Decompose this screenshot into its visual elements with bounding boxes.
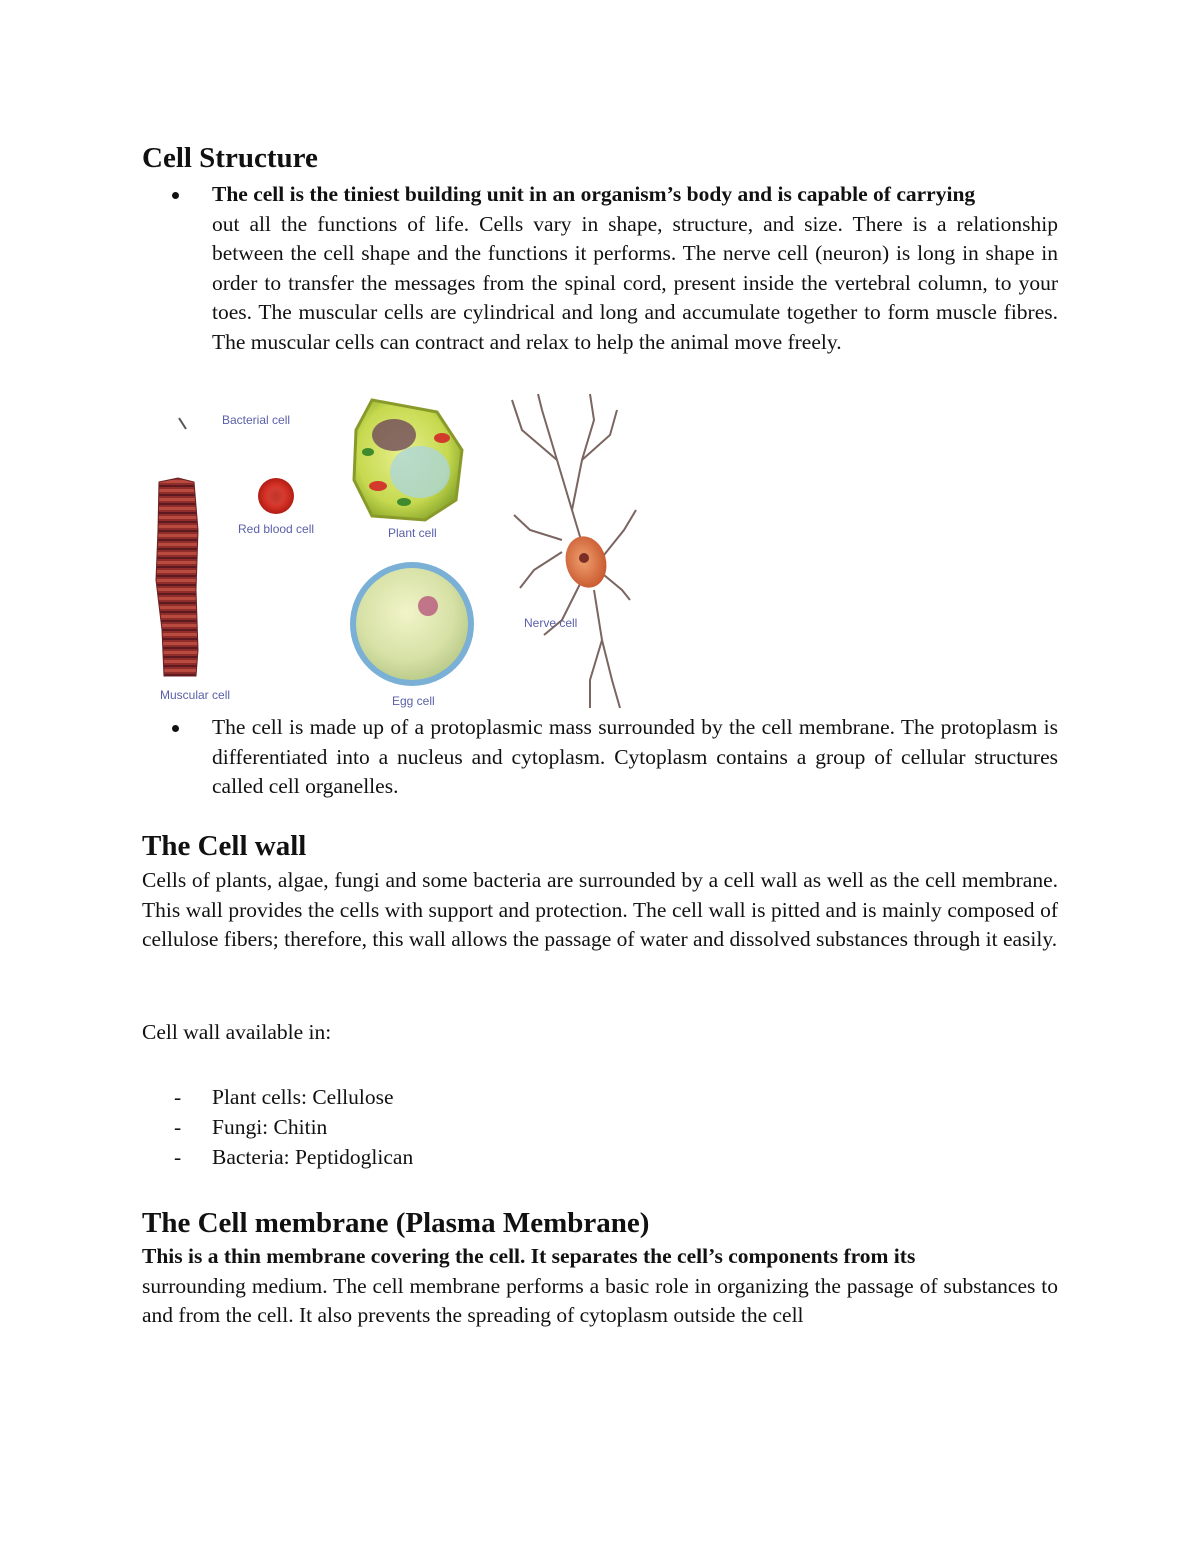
heading-cell-wall: The Cell wall (142, 830, 307, 862)
bullet-list-2 (142, 713, 1058, 802)
list-item: - Plant cells: Cellulose (174, 1085, 394, 1109)
bullet1-text: out all the functions of life. Cells vary in shape, structure, and size. There is a relationship between the cell shape and the functions it performs. The nerve cell (neuron) is long in shape in order to transfer the messages from the spinal cord, present inside the vertebral column, to your toes. The muscular cells are cylindrical and long and accumulate together to form muscle fibres. The muscular cells can contract and relax to help the animal move freely. (212, 211, 1058, 354)
bullet-icon (172, 192, 179, 199)
cell-types-figure (142, 390, 662, 712)
bullet2-text: The cell is made up of a protoplasmic mass surrounded by the cell membrane. The protoplasm is differentiated into a nucleus and cytoplasm. Cytoplasm contains a group of cellular structures called cell organelles. (212, 715, 1058, 798)
label-red-blood-cell: Red blood cell (238, 522, 315, 536)
heading-cell-membrane: The Cell membrane (Plasma Membrane) (142, 1207, 650, 1239)
label-egg-cell: Egg cell (392, 694, 435, 708)
cell-wall-paragraph: Cells of plants, algae, fungi and some bacteria are surrounded by a cell wall as well as the cell membrane. This wall provides the cells with support and protection. The cell wall is pitted and is mainly composed of cellulose fibers; therefore, this wall allows the passage of water and dissolved substances through it easily. (142, 868, 1058, 951)
bullet1-bold-line: The cell is the tiniest building unit in an organism’s body and is capable of carrying (212, 182, 976, 206)
bacterial-cell-icon (179, 418, 186, 429)
list-item: - Bacteria: Peptidoglican (174, 1145, 414, 1169)
cell-wall-list (142, 1082, 1058, 1172)
heading-cell-structure: Cell Structure (142, 142, 318, 174)
cell-membrane-text: surrounding medium. The cell membrane performs a basic role in organizing the passage of substances to and from the cell. It also prevents the spreading of cytoplasm outside the cell (142, 1273, 1058, 1327)
bullet-icon (172, 725, 179, 732)
bullet-item (142, 713, 1058, 802)
cell-wall-available-label: Cell wall available in: (142, 1020, 332, 1044)
bullet-list-1 (142, 180, 1058, 357)
muscular-cell-icon (156, 478, 198, 676)
label-muscular-cell: Muscular cell (160, 688, 231, 702)
label-bacterial-cell: Bacterial cell (222, 413, 291, 427)
label-plant-cell: Plant cell (388, 526, 437, 540)
cell-membrane-bold-line: This is a thin membrane covering the cell. It separates the cell’s components from its (142, 1244, 916, 1268)
cell-membrane-paragraph (142, 1242, 1058, 1331)
label-nerve-cell: Nerve cell (524, 616, 578, 630)
bullet-item (142, 180, 1058, 357)
list-item: - Fungi: Chitin (174, 1115, 328, 1139)
